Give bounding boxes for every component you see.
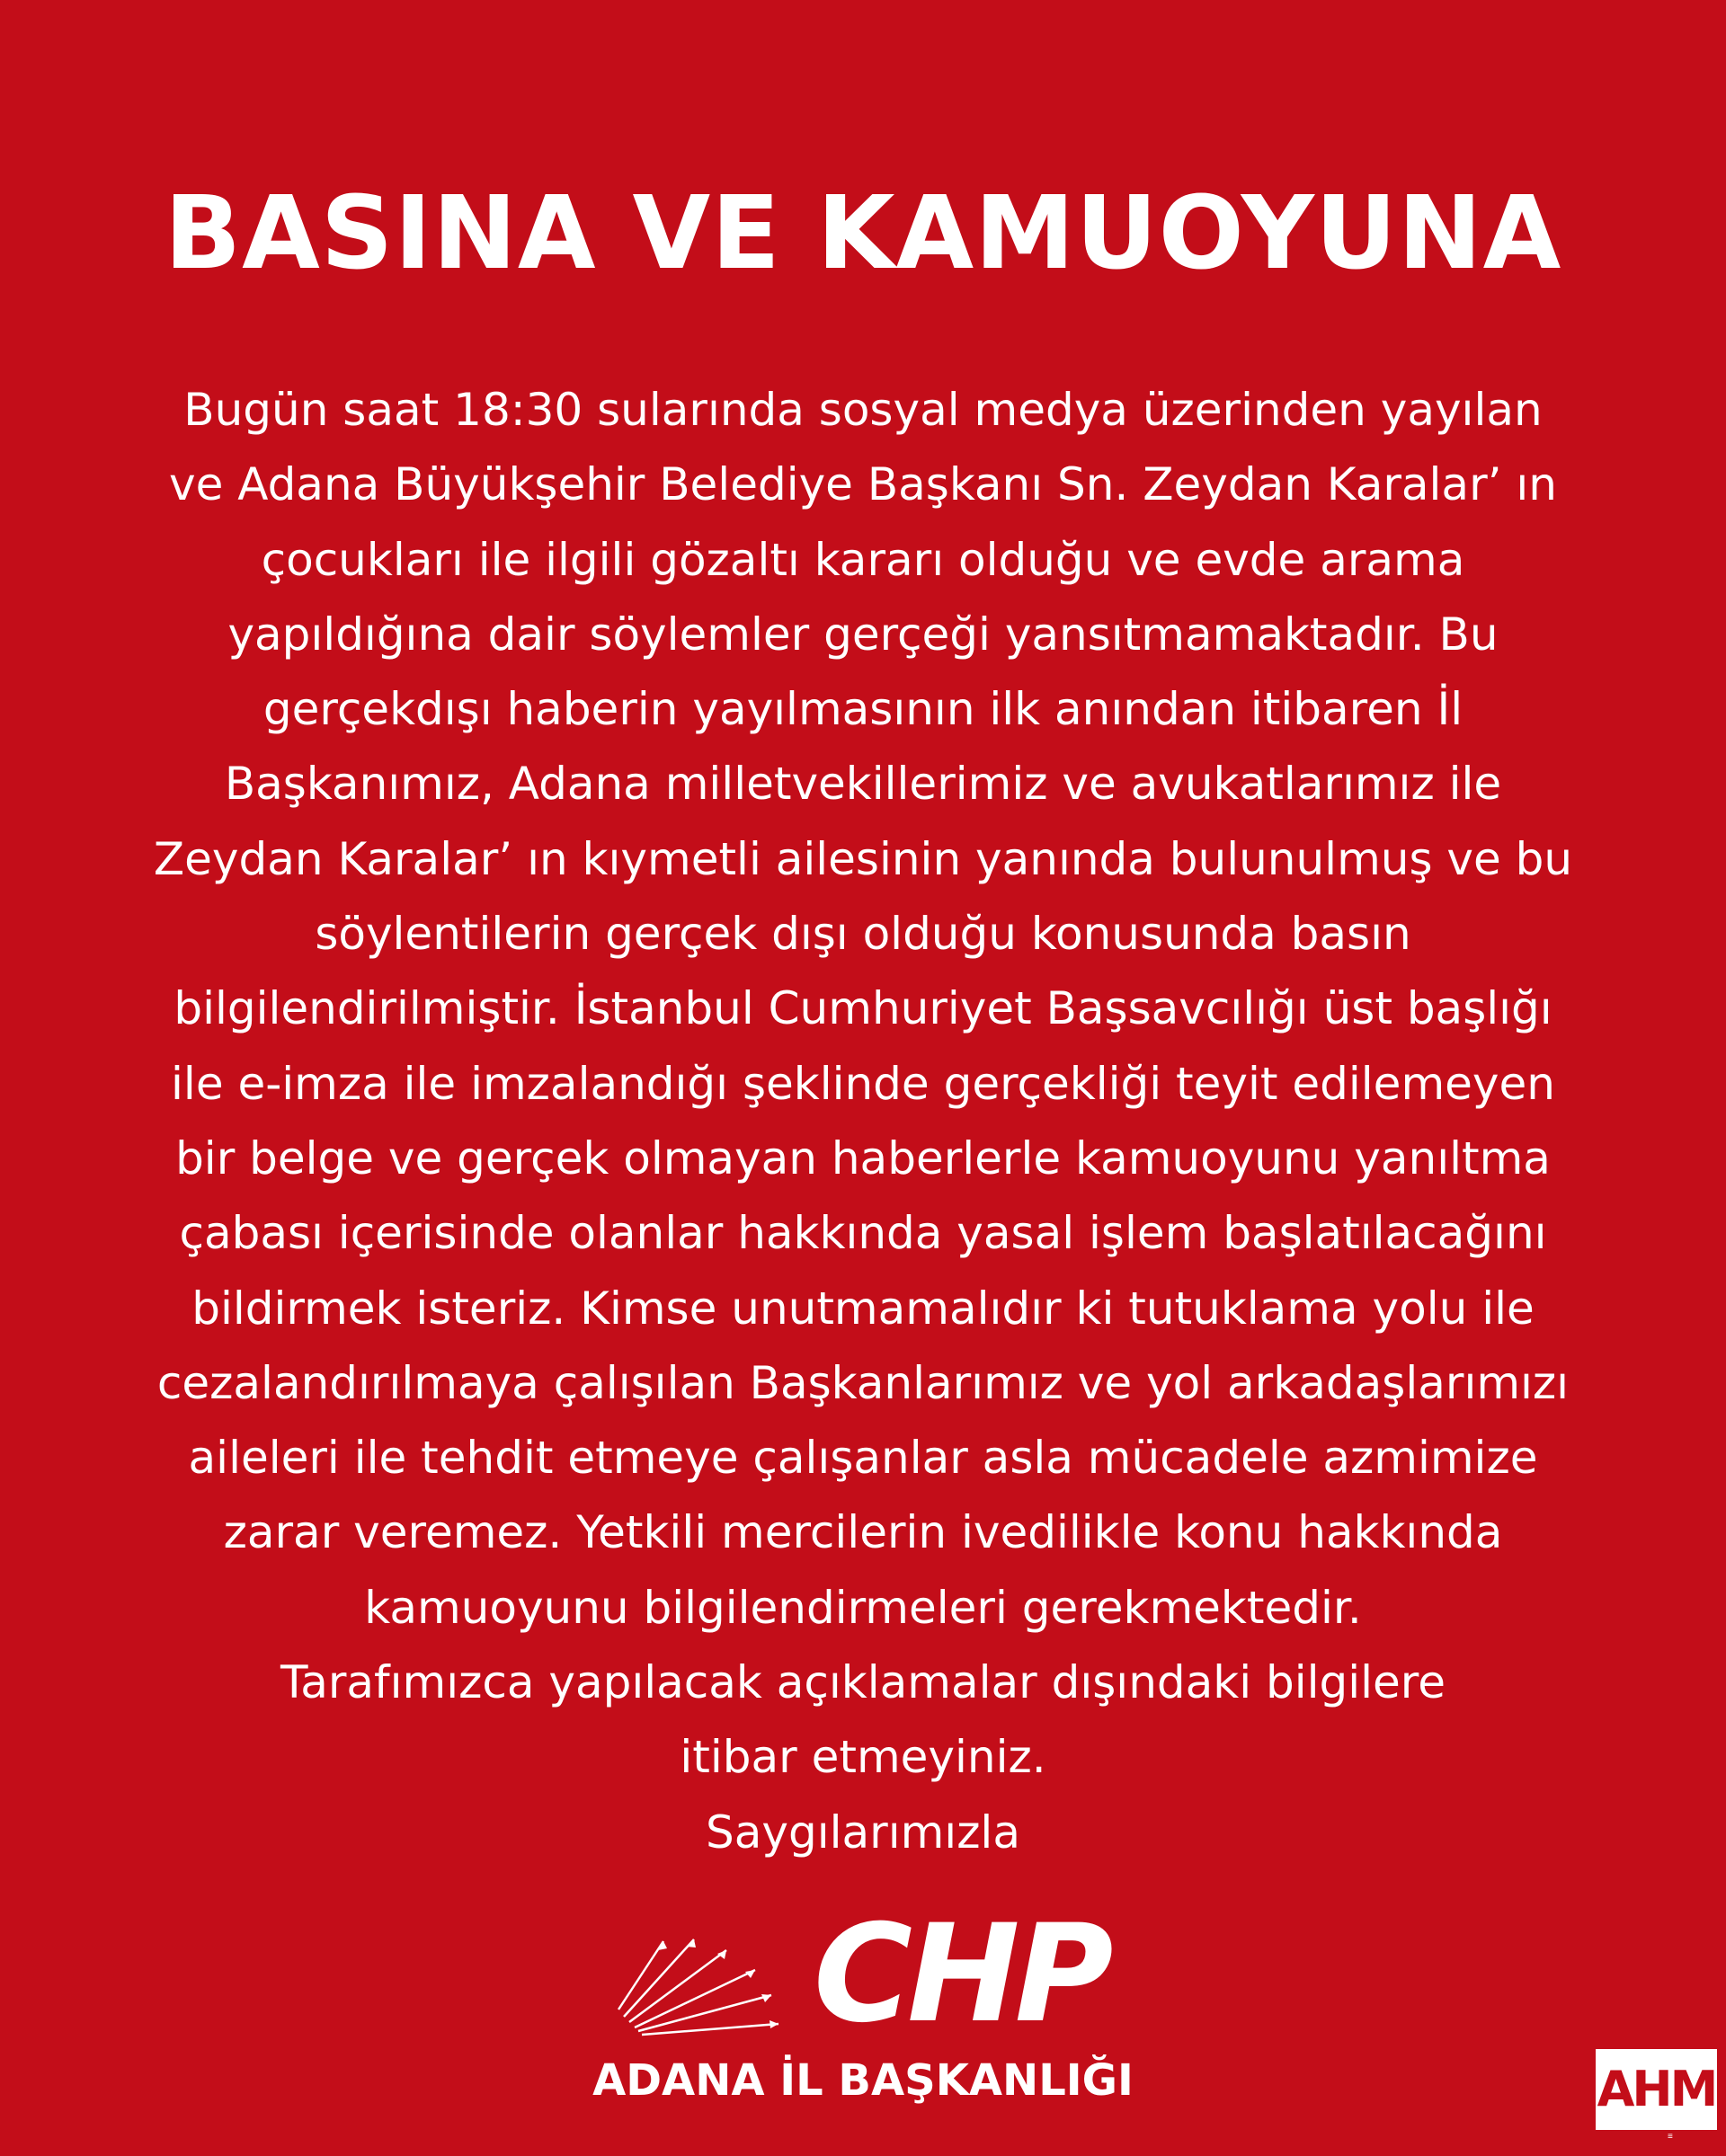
statement-line: yapıldığına dair söylemler gerçeği yansıtmamaktadır. Bu	[227, 608, 1499, 661]
chp-logo	[0, 1896, 1726, 2139]
statement-line: bildirmek isteriz. Kimse unutmamalıdır ki tutuklama yolu ile	[191, 1282, 1535, 1335]
chp-logo-text: CHP	[814, 1896, 1108, 2053]
statement-line: Bugün saat 18:30 sularında sosyal medya üzerinden yayılan	[183, 384, 1543, 436]
statement-line: aileleri ile tehdit etmeye çalışanlar asla mücadele azmimize	[188, 1432, 1538, 1485]
watermark-logo: AHM	[1596, 2049, 1717, 2130]
statement-line: zarar veremez. Yetkili mercilerin ivedilikle konu hakkında	[223, 1506, 1503, 1559]
statement-sign-off: Saygılarımızla	[706, 1806, 1020, 1859]
statement-line: cezalandırılmaya çalışılan Başkanlarımız ve yol arkadaşlarımızı	[156, 1356, 1570, 1409]
statement-body	[0, 373, 1726, 1870]
watermark-mark: ≡	[1668, 2132, 1673, 2142]
statement-line: Zeydan Karalar’ ın kıymetli ailesinin yanında bulunulmuş ve bu	[153, 832, 1573, 885]
statement-line: gerçekdışı haberin yayılmasının ilk anından itibaren İl	[262, 683, 1464, 736]
statement-line: ve Adana Büyükşehir Belediye Başkanı Sn. Zeydan Karalar’ ın	[169, 458, 1557, 511]
statement-line: kamuoyunu bilgilendirmeleri gerekmektedir.	[364, 1581, 1362, 1634]
organization-name: ADANA İL BAŞKANLIĞI	[592, 2055, 1134, 2106]
six-arrows-icon	[611, 1923, 791, 2040]
statement-line: bilgilendirilmiştir. İstanbul Cumhuriyet Başsavcılığı üst başlığı	[173, 982, 1553, 1035]
document-title: BASINA VE KAMUOYUNA	[164, 175, 1562, 292]
statement-line: ile e-imza ile imzalandığı şeklinde gerçekliği teyit edilemeyen	[171, 1057, 1555, 1110]
statement-line: itibar etmeyiniz.	[680, 1731, 1046, 1784]
statement-line: Başkanımız, Adana milletvekillerimiz ve avukatlarımız ile	[224, 758, 1502, 811]
statement-line: Tarafımızca yapılacak açıklamalar dışındaki bilgilere	[280, 1656, 1446, 1709]
statement-line: söylentilerin gerçek dışı olduğu konusunda basın	[315, 908, 1411, 961]
statement-line: çocukları ile ilgili gözaltı kararı olduğu ve evde arama	[261, 533, 1465, 586]
statement-line: çabası içerisinde olanlar hakkında yasal işlem başlatılacağını	[179, 1207, 1547, 1260]
statement-line: bir belge ve gerçek olmayan haberlerle kamuoyunu yanıltma	[175, 1131, 1551, 1184]
